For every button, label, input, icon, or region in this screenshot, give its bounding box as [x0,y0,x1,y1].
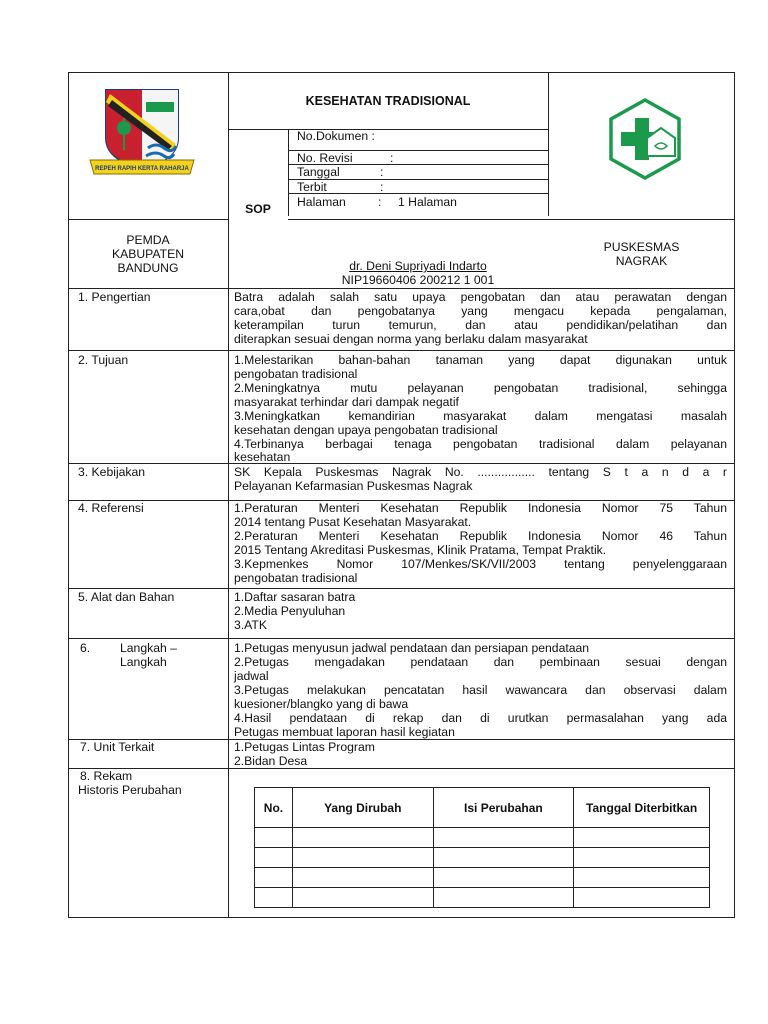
referensi-line-4: 2015 Tentang Akreditasi Puskesmas, Klinik Pratama, Tempat Praktik. [234,543,607,557]
border-top [68,72,735,73]
langkah-label-line-2: Langkah [120,655,167,669]
line-alat-bottom [68,638,735,639]
table-cell [433,848,574,868]
line-tujuan-bottom [68,463,735,464]
no-revisi-label: No. Revisi [297,151,353,165]
langkah-line-6: 4.Hasil pendataan di rekap dan di urutkan permasalahan yang ada [234,711,727,725]
pengertian-line-4: diterapkan sesuai dengan norma yang berlaku dalam masyarakat [234,332,588,346]
alat-label: 5. Alat dan Bahan [78,590,175,604]
tanggal-label: Tanggal [297,165,340,179]
puskesmas-logo [605,96,685,182]
line-pengertian-bottom [68,350,735,351]
table-cell [574,888,710,908]
tujuan-line-1: 1.Melestarikan bahan-bahan tanaman yang dapat digunakan untuk [234,353,727,367]
langkah-line-7: Petugas membuat laporan hasil kegiatan [234,725,455,739]
tujuan-line-3: 2.Meningkatnya mutu pelayanan pengobatan tradisional, sehingga [234,381,727,395]
table-row [255,828,710,848]
line-terbit [288,193,548,194]
referensi-line-1: 1.Peraturan Menteri Kesehatan Republik Indonesia Nomor 75 Tahun [234,501,727,515]
table-cell [433,828,574,848]
right-org-line-2: NAGRAK [615,254,668,268]
langkah-line-1: 1.Petugas menyusun jadwal pendataan dan persiapan pendataan [234,641,590,655]
table-cell [574,828,710,848]
tujuan-line-6: kesehatan dengan upaya pengobatan tradisional [234,423,498,437]
halaman-label: Halaman [297,195,346,209]
divider-sop [288,129,289,216]
line-title-bottom [228,129,548,130]
no-revisi-colon: : [390,151,394,165]
table-cell [292,848,433,868]
alat-line-2: 2.Media Penyuluhan [234,604,346,618]
tujuan-line-4: masyarakat terhindar dari dampak negatif [234,395,459,409]
tujuan-line-8: kesehatan [234,450,291,464]
no-dokumen-label: No.Dokumen : [297,129,375,143]
table-cell [574,868,710,888]
border-bottom [68,917,735,918]
divider-label-column [228,72,229,918]
history-table-header [255,788,710,828]
signer-name: dr. Deni Supriyadi Indarto [349,259,487,273]
line-referensi-bottom [68,588,735,589]
kebijakan-line-2: Pelayanan Kefarmasian Puskesmas Nagrak [234,479,473,493]
table-cell [292,868,433,888]
sop-document [68,72,735,918]
line-halaman-bottom [288,219,735,220]
unit-line-2: 2.Bidan Desa [234,754,308,768]
rekam-label-line-1: 8. Rekam [80,769,133,783]
pengertian-label: 1. Pengertian [78,290,151,304]
referensi-line-5: 3.Kepmenkes Nomor 107/Menkes/SK/VII/2003 tentang penyelenggaraan [234,557,727,571]
langkah-line-5: kuesioner/blangko yang di bawa [234,697,409,711]
header-yang-dirubah: Yang Dirubah [292,788,433,828]
table-cell [433,868,574,888]
halaman-value: 1 Halaman [398,195,457,209]
referensi-line-6: pengobatan tradisional [234,571,358,585]
langkah-line-3: jadwal [234,669,269,683]
langkah-label-number: 6. [80,641,91,655]
header-isi-perubahan: Isi Perubahan [433,788,574,828]
history-table [254,787,710,908]
table-row [255,848,710,868]
table-cell [255,888,293,908]
referensi-line-3: 2.Peraturan Menteri Kesehatan Republik Indonesia Nomor 46 Tahun [234,529,727,543]
rekam-label-line-2: Historis Perubahan [78,783,182,797]
pengertian-line-3: keterampilan turun temurun, dan atau pendidikan/pelatihan dan [234,318,727,332]
tujuan-line-7: 4.Terbinanya berbagai tenaga pengobatan tradisional dalam pelayanan [234,437,727,451]
alat-line-1: 1.Daftar sasaran batra [234,590,356,604]
table-cell [433,888,574,908]
border-right [734,72,735,918]
table-cell [255,848,293,868]
unit-label: 7. Unit Terkait [80,740,155,754]
langkah-line-2: 2.Petugas mengadakan pendataan dan pembinaan sesuai dengan [234,655,727,669]
table-cell [255,828,293,848]
border-left [68,72,69,918]
header-no: No. [255,788,293,828]
tujuan-label: 2. Tujuan [78,353,129,367]
line-tanggal [288,179,548,180]
unit-line-1: 1.Petugas Lintas Program [234,740,375,754]
sop-label: SOP [245,202,271,216]
crest-motto: REPEH RAPIH KERTA RAHARJA [95,166,189,172]
line-left-logo-bottom [68,219,228,220]
line-unit-bottom [68,768,735,769]
document-title: KESEHATAN TRADISIONAL [305,94,471,108]
kebijakan-label: 3. Kebijakan [78,465,146,479]
table-cell [292,888,433,908]
left-org-line-1: PEMDA [126,233,170,247]
referensi-line-2: 2014 tentang Pusat Kesehatan Masyarakat. [234,515,472,529]
bandung-crest-logo [86,88,198,178]
halaman-colon: : [378,195,382,209]
header-tanggal-diterbitkan: Tanggal Diterbitkan [574,788,710,828]
alat-line-3: 3.ATK [234,618,267,632]
terbit-label: Terbit [297,180,327,194]
right-org-line-1: PUSKESMAS [603,240,680,254]
tanggal-colon: : [380,165,384,179]
left-org-line-3: BANDUNG [117,261,179,275]
line-langkah-bottom [68,739,735,740]
signer-nip: NIP19660406 200212 1 001 [341,273,495,287]
pengertian-line-2: cara,obat dan pengobatanya yang mengacu kepada pengalaman, [234,304,727,318]
table-row [255,868,710,888]
kebijakan-line-1: SK Kepala Puskesmas Nagrak No. ................. tentang S t a n d a r [234,465,727,479]
line-header-bottom [68,288,735,289]
referensi-label: 4. Referensi [78,501,144,515]
tujuan-line-5: 3.Meningkatkan kemandirian masyarakat dalam mengatasi masalah [234,409,727,423]
table-cell [292,828,433,848]
langkah-line-4: 3.Petugas melakukan pencatatan hasil wawancara dan observasi dalam [234,683,727,697]
terbit-colon: : [380,180,384,194]
tujuan-line-2: pengobatan tradisional [234,367,358,381]
table-row [255,888,710,908]
table-cell [255,868,293,888]
pengertian-line-1: Batra adalah salah satu upaya pengobatan dan atau perawatan dengan [234,290,727,304]
divider-right-header [548,72,549,216]
left-org-line-2: KABUPATEN [111,247,184,261]
langkah-label-line-1: Langkah – [120,641,177,655]
table-cell [574,848,710,868]
